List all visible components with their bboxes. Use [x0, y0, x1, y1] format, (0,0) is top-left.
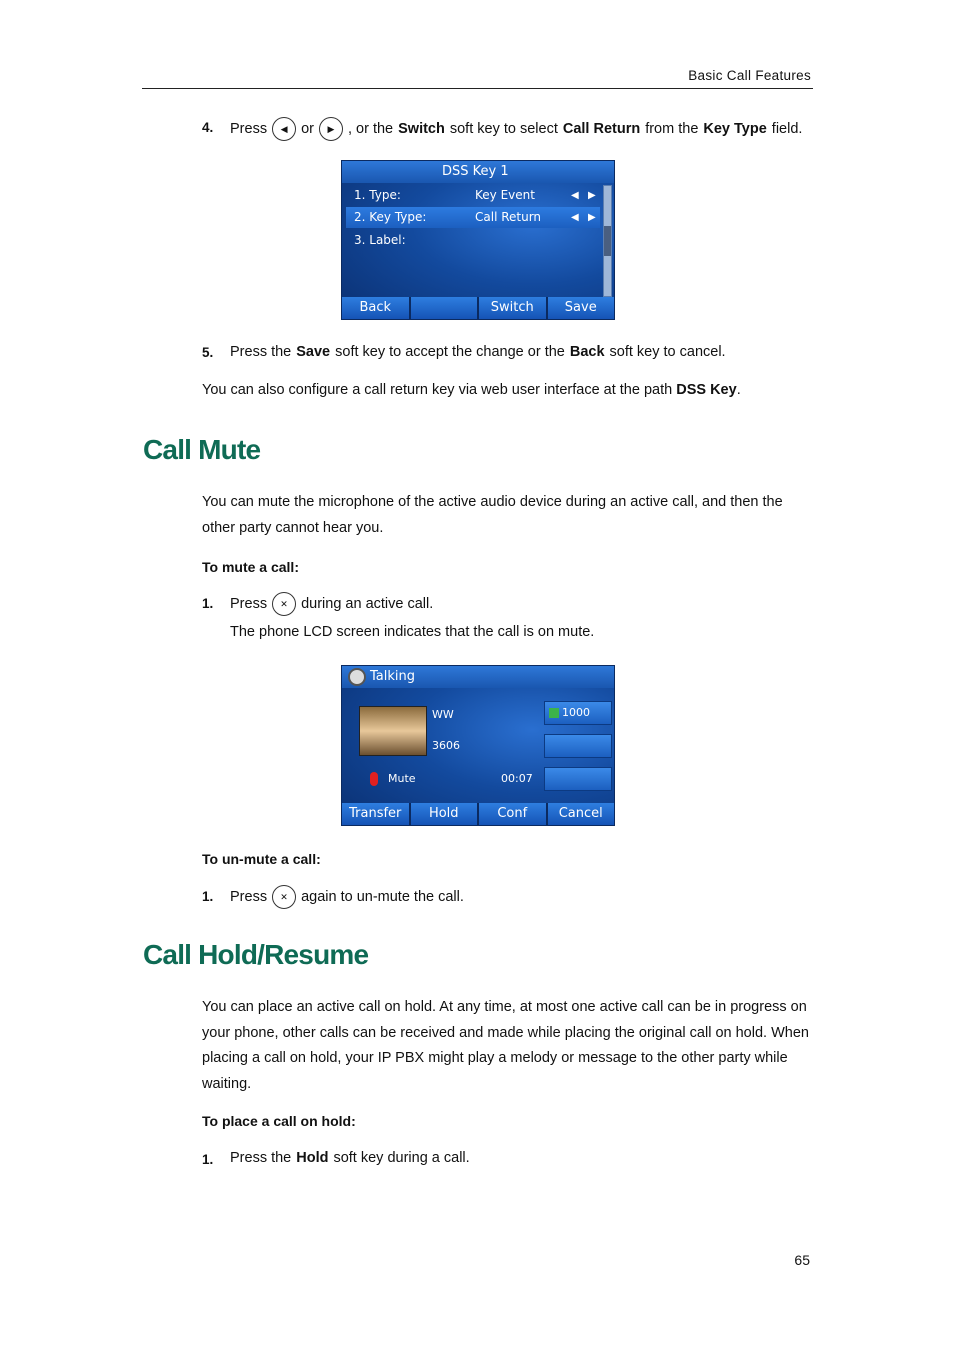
softkey-empty [411, 297, 478, 319]
step-5-p3: soft key to cancel. [609, 344, 726, 360]
dss-scrollbar-thumb [604, 226, 611, 256]
microphone-muted-icon [370, 772, 378, 786]
mute-step-number: 1. [202, 596, 214, 611]
dss-screen-title-bar [342, 161, 614, 183]
hold-key-name: Hold [296, 1150, 329, 1166]
mute-step-text [230, 592, 433, 616]
switch-key-name: Switch [398, 121, 445, 137]
talking-screen [341, 665, 615, 826]
hold-step-number: 1. [202, 1152, 214, 1167]
softkey-switch: Switch [479, 297, 546, 319]
web-note-end: . [736, 382, 741, 398]
unmute-step-number: 1. [202, 889, 214, 904]
step-4-number: 4. [202, 120, 214, 135]
mute-key-icon: ✕ [272, 885, 296, 909]
hold-step-p1: Press the [230, 1150, 292, 1166]
talking-title-bar [342, 666, 614, 688]
dss-row-key-type [346, 207, 600, 228]
softkey-cancel: Cancel [548, 803, 615, 825]
unmute-step-rest: again to un-mute the call. [301, 889, 464, 905]
handset-speaker-icon [348, 668, 366, 686]
hold-subheading: To place a call on hold: [202, 1113, 356, 1129]
dss-row-key-type-value: Call Return [475, 210, 542, 224]
call-timer: 00:07 [501, 772, 533, 785]
line-key-2 [544, 734, 612, 758]
step-5-number: 5. [202, 345, 214, 360]
call-hold-intro: You can place an active call on hold. At any time, at most one active call can be in progress on your phone, other calls can be received and made while placing the original call on hold. When placing a call on hold, your IP PBX might play a melody or message to the other party while waiting. [202, 999, 809, 1092]
line-key-1 [544, 701, 612, 725]
step-4-mid: , or the [347, 121, 394, 137]
save-key-name: Save [296, 344, 331, 360]
line-status-icon [549, 708, 559, 718]
dss-row-label-label: 3. Label: [354, 233, 406, 247]
right-arrow-icon: ▶ [588, 190, 596, 201]
right-navigation-key-icon: ▶ [319, 117, 343, 141]
hold-step-text [230, 1150, 470, 1166]
step-5-p2: soft key to accept the change or the [335, 344, 565, 360]
mute-note: The phone LCD screen indicates that the call is on mute. [230, 624, 595, 640]
softkey-conf: Conf [479, 803, 546, 825]
talking-softkey-bar [342, 803, 614, 825]
call-mute-intro: You can mute the microphone of the active audio device during an active call, and then the other party cannot hear you. [202, 494, 783, 536]
step-5-text [230, 344, 726, 360]
unmute-subheading: To un-mute a call: [202, 851, 321, 867]
running-header: Basic Call Features [688, 68, 811, 83]
hold-step-p2: soft key during a call. [333, 1150, 470, 1166]
caller-number: 3606 [432, 739, 460, 752]
line-key-1-label: 1000 [562, 706, 590, 719]
talking-title: Talking [370, 669, 415, 684]
softkey-transfer: Transfer [342, 803, 409, 825]
unmute-step-press: Press [230, 889, 268, 905]
step-4-press: Press [230, 121, 268, 137]
mute-step-press: Press [230, 596, 268, 612]
step-4-text [230, 117, 802, 141]
web-note-text: You can also configure a call return key via web user interface at the path [202, 382, 673, 398]
step-4-end: field. [771, 121, 803, 137]
page-number: 65 [794, 1252, 810, 1268]
step-4-mid3: from the [645, 121, 699, 137]
step-5-p1: Press the [230, 344, 292, 360]
left-navigation-key-icon: ◀ [272, 117, 296, 141]
step-4-mid2: soft key to select [449, 121, 558, 137]
softkey-save: Save [548, 297, 615, 319]
web-note-path: DSS Key [676, 382, 737, 398]
dss-row-key-type-label: 2. Key Type: [354, 210, 427, 224]
mute-step-rest: during an active call. [301, 596, 434, 612]
dss-softkey-bar [342, 297, 614, 319]
right-arrow-icon: ▶ [588, 212, 596, 223]
softkey-hold: Hold [411, 803, 478, 825]
left-arrow-icon: ◀ [571, 190, 579, 201]
step-4-or: or [301, 121, 314, 137]
mute-subheading: To mute a call: [202, 559, 299, 575]
line-key-3 [544, 767, 612, 791]
back-key-name: Back [569, 344, 605, 360]
mute-indicator: Mute [388, 772, 416, 785]
dss-row-type-label: 1. Type: [354, 188, 401, 202]
header-divider [142, 88, 813, 89]
softkey-back: Back [342, 297, 409, 319]
caller-photo [359, 706, 427, 756]
dss-key-screen [341, 160, 615, 320]
mute-key-icon: ✕ [272, 592, 296, 616]
key-type-field-name: Key Type [703, 121, 767, 137]
caller-name: WW [432, 708, 454, 721]
left-arrow-icon: ◀ [571, 212, 579, 223]
dss-row-type-value: Key Event [475, 188, 535, 202]
unmute-step-text [230, 885, 464, 909]
call-return-option: Call Return [562, 121, 641, 137]
dss-screen-title: DSS Key 1 [442, 164, 509, 179]
dss-row-type [346, 185, 600, 206]
web-config-note [202, 382, 741, 398]
call-hold-heading: Call Hold/Resume [143, 939, 369, 970]
dss-scrollbar [603, 185, 612, 297]
call-mute-heading: Call Mute [143, 434, 261, 465]
dss-row-label [346, 230, 600, 251]
